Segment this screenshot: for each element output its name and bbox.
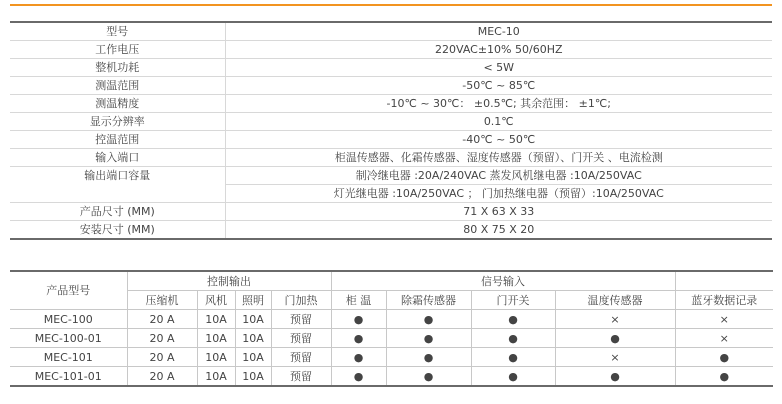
col-header: 照明 (235, 291, 271, 310)
spec-row (10, 149, 772, 167)
spec-row (10, 113, 772, 131)
bluetooth-mark: × (675, 310, 773, 329)
spec-label: 安装尺寸 (MM) (10, 221, 225, 240)
spec-value: -10℃ ~ 30℃： ±0.5℃; 其余范围： ±1℃; (225, 95, 772, 113)
door-switch-mark: ● (471, 310, 555, 329)
door-heat-cell: 预留 (271, 348, 331, 367)
bluetooth-mark: ● (675, 348, 773, 367)
spec-value: 71 X 63 X 33 (225, 203, 772, 221)
model-cell: MEC-100-01 (10, 329, 127, 348)
spec-label: 测温精度 (10, 95, 225, 113)
group-header-signal: 信号输入 (331, 271, 675, 291)
table-row (10, 329, 773, 348)
spec-row (10, 221, 772, 240)
spec-label: 输出端口容量 (10, 167, 225, 203)
fan-cell: 10A (197, 329, 235, 348)
light-cell: 10A (235, 329, 271, 348)
spec-row (10, 167, 772, 185)
bluetooth-mark: ● (675, 367, 773, 387)
model-cell: MEC-100 (10, 310, 127, 329)
group-header-control: 控制输出 (127, 271, 331, 291)
spec-label: 显示分辨率 (10, 113, 225, 131)
spec-label: 整机功耗 (10, 59, 225, 77)
col-header: 风机 (197, 291, 235, 310)
light-cell: 10A (235, 310, 271, 329)
fan-cell: 10A (197, 367, 235, 387)
compressor-cell: 20 A (127, 310, 197, 329)
spec-value: 80 X 75 X 20 (225, 221, 772, 240)
defrost-sensor-mark: ● (386, 310, 471, 329)
spec-label: 工作电压 (10, 41, 225, 59)
spec-row (10, 59, 772, 77)
defrost-sensor-mark: ● (386, 329, 471, 348)
model-cell: MEC-101 (10, 348, 127, 367)
spec-value: 220VAC±10% 50/60HZ (225, 41, 772, 59)
door-heat-cell: 预留 (271, 367, 331, 387)
compressor-cell: 20 A (127, 367, 197, 387)
spec-row (10, 77, 772, 95)
spec-label: 型号 (10, 22, 225, 41)
bluetooth-mark: × (675, 329, 773, 348)
door-switch-mark: ● (471, 348, 555, 367)
col-header: 门加热 (271, 291, 331, 310)
spec-label: 产品尺寸 (MM) (10, 203, 225, 221)
model-cell: MEC-101-01 (10, 367, 127, 387)
defrost-sensor-mark: ● (386, 348, 471, 367)
col-header: 蓝牙数据记录 (675, 291, 773, 310)
spec-row (10, 131, 772, 149)
cabinet-temp-mark: ● (331, 329, 386, 348)
compressor-cell: 20 A (127, 329, 197, 348)
spec-label: 控温范围 (10, 131, 225, 149)
col-header: 除霜传感器 (386, 291, 471, 310)
spec-row (10, 95, 772, 113)
cabinet-temp-mark: ● (331, 310, 386, 329)
spec-table (10, 21, 772, 240)
table-row (10, 367, 773, 387)
door-heat-cell: 预留 (271, 329, 331, 348)
temp-sensor-mark: ● (555, 367, 675, 387)
fan-cell: 10A (197, 310, 235, 329)
col-header: 温度传感器 (555, 291, 675, 310)
header-row (10, 271, 773, 291)
compressor-cell: 20 A (127, 348, 197, 367)
spec-label: 测温范围 (10, 77, 225, 95)
defrost-sensor-mark: ● (386, 367, 471, 387)
cabinet-temp-mark: ● (331, 367, 386, 387)
cabinet-temp-mark: ● (331, 348, 386, 367)
spec-value: 制冷继电器 :20A/240VAC 蒸发风机继电器 :10A/250VAC (225, 167, 772, 185)
model-table (10, 270, 773, 387)
spec-value: -40℃ ~ 50℃ (225, 131, 772, 149)
spec-row (10, 22, 772, 41)
table-row (10, 310, 773, 329)
spec-label: 输入端口 (10, 149, 225, 167)
temp-sensor-mark: × (555, 310, 675, 329)
temp-sensor-mark: × (555, 348, 675, 367)
spec-value: -50℃ ~ 85℃ (225, 77, 772, 95)
spec-value: 灯光继电器 :10A/250VAC ； 门加热继电器（预留）:10A/250VAC (225, 185, 772, 203)
col-header: 压缩机 (127, 291, 197, 310)
spec-value: 柜温传感器、化霜传感器、湿度传感器（预留）、门开关 、电流检测 (225, 149, 772, 167)
door-switch-mark: ● (471, 367, 555, 387)
table-row (10, 348, 773, 367)
col-header-model: 产品型号 (10, 271, 127, 310)
door-heat-cell: 预留 (271, 310, 331, 329)
spec-row (10, 41, 772, 59)
col-header: 门开关 (471, 291, 555, 310)
accent-bar (10, 4, 772, 6)
spec-value: 0.1℃ (225, 113, 772, 131)
temp-sensor-mark: ● (555, 329, 675, 348)
spec-row (10, 203, 772, 221)
light-cell: 10A (235, 367, 271, 387)
group-header-blank (675, 271, 773, 291)
spec-value: MEC-10 (225, 22, 772, 41)
light-cell: 10A (235, 348, 271, 367)
col-header: 柜 温 (331, 291, 386, 310)
fan-cell: 10A (197, 348, 235, 367)
spec-value: < 5W (225, 59, 772, 77)
door-switch-mark: ● (471, 329, 555, 348)
